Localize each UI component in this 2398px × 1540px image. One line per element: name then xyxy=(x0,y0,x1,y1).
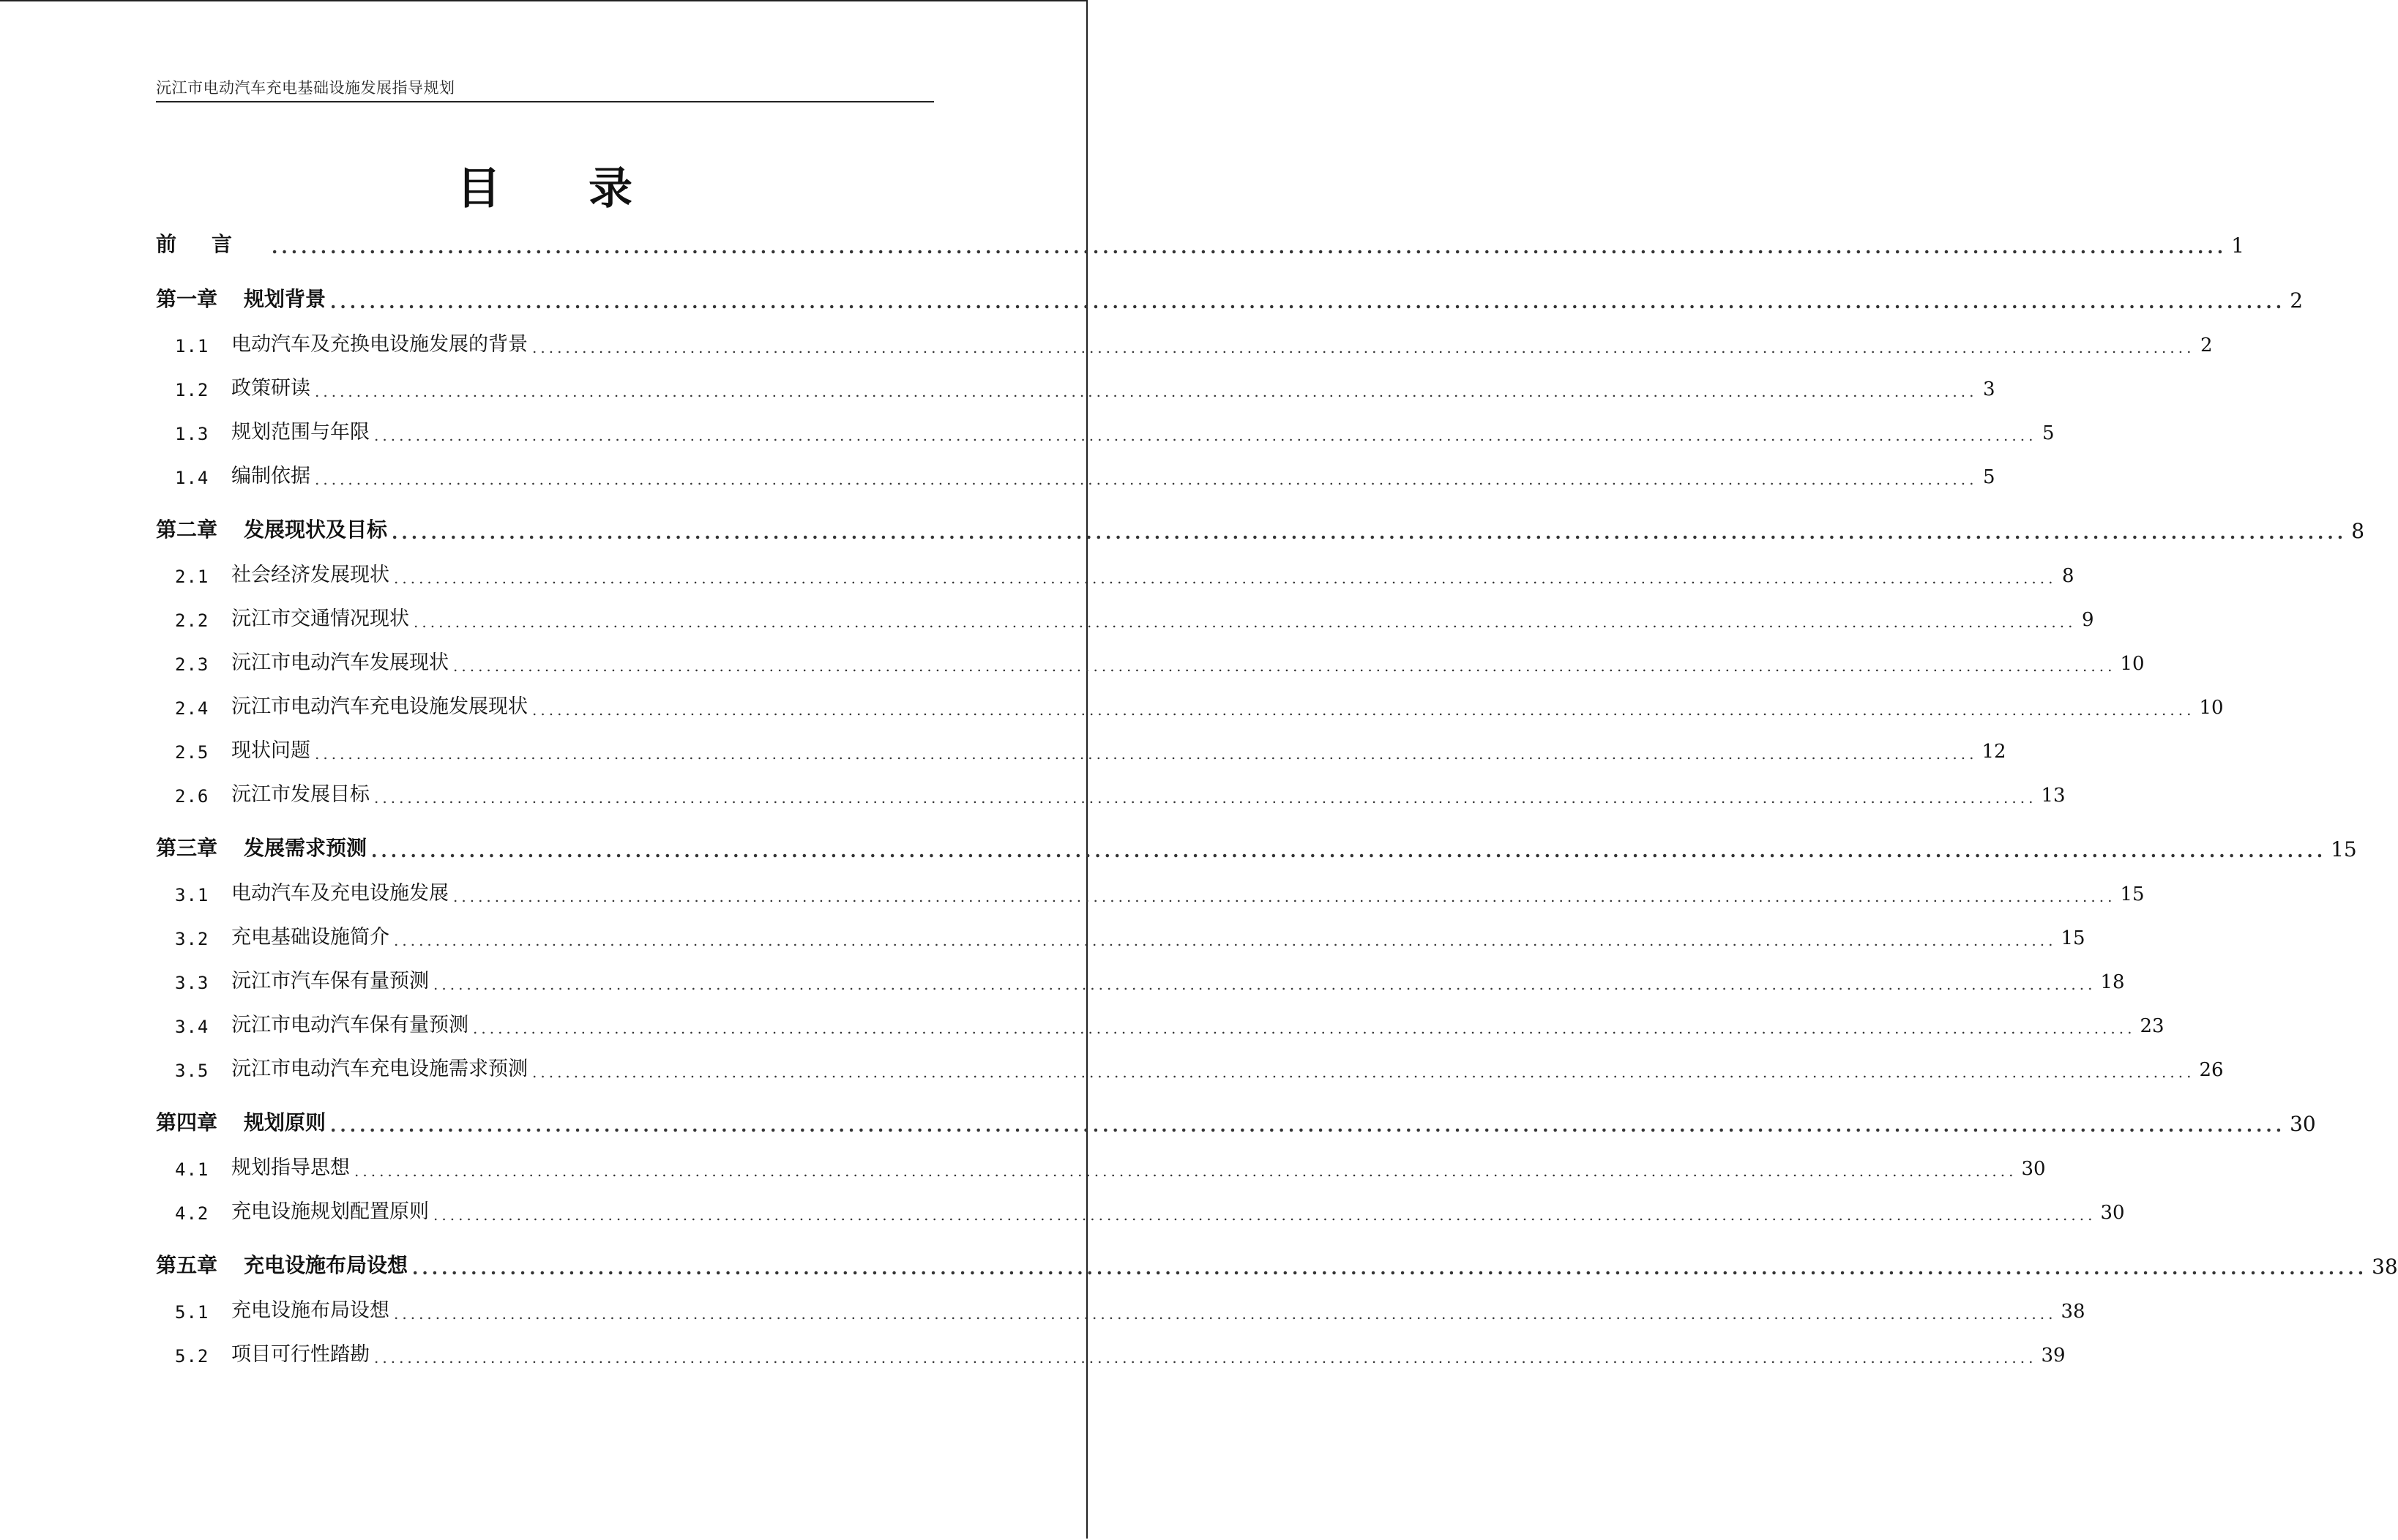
toc-page-number: 2 xyxy=(2290,288,2304,313)
toc-chapter-entry[interactable] xyxy=(156,283,2304,313)
toc-section-entry[interactable] xyxy=(175,876,2145,905)
toc-entry-title: 充电设施布局设想 xyxy=(231,1299,389,1322)
toc-page-number: 12 xyxy=(1981,741,2006,763)
toc-chapter-entry[interactable] xyxy=(156,514,2365,543)
toc-dot-leader: ........................................................................................................................................................................................................ xyxy=(394,1305,2057,1323)
toc-entry-number: 3.4 xyxy=(175,1017,209,1037)
toc-entry-number: 1.4 xyxy=(175,468,209,488)
toc-entry-number: 第一章 xyxy=(156,287,218,311)
toc-dot-leader: ........................................................................................................................................................................................................ xyxy=(473,1020,2136,1037)
toc-page-number: 18 xyxy=(2100,971,2125,993)
toc-section-entry[interactable] xyxy=(175,1293,2085,1323)
toc-section-entry[interactable] xyxy=(175,371,1995,400)
toc-entry-title: 项目可行性踏勘 xyxy=(231,1343,370,1366)
toc-entry-title: 沅江市汽车保有量预测 xyxy=(231,970,429,993)
toc-page-number: 1 xyxy=(2231,233,2245,258)
toc-entry-number: 1.2 xyxy=(175,380,209,400)
toc-entry-number: 4.2 xyxy=(175,1203,209,1224)
toc-dot-leader: ........................................................................................................................................................................................................ xyxy=(374,1349,2037,1367)
header-text: 沅江市电动汽车充电基础设施发展指导规划 xyxy=(156,79,455,97)
toc-entry-title: 规划原则 xyxy=(244,1110,326,1135)
toc-section-entry[interactable] xyxy=(175,646,2145,675)
toc-dot-leader: ........................................................................................................................................................................................................ xyxy=(433,976,2096,993)
toc-dot-leader: ........................................................................................................................................................................................................ xyxy=(330,291,2286,313)
toc-entry-title: 规划背景 xyxy=(244,287,326,311)
toc-page-number: 30 xyxy=(2021,1158,2046,1180)
toc-entry-number: 2.3 xyxy=(175,654,209,675)
toc-dot-leader: ........................................................................................................................................................................................................ xyxy=(394,932,2057,949)
toc-section-entry[interactable] xyxy=(175,964,2125,993)
toc-section-entry[interactable] xyxy=(175,415,2055,444)
toc-page-number: 10 xyxy=(2120,653,2145,675)
toc-page-number: 15 xyxy=(2120,883,2145,905)
toc-section-entry[interactable] xyxy=(175,1052,2224,1081)
toc-dot-leader: ........................................................................................................................................................................................................ xyxy=(374,789,2037,807)
toc-page-number: 13 xyxy=(2041,785,2066,807)
toc-section-entry[interactable] xyxy=(175,1008,2164,1037)
toc-page-number: 38 xyxy=(2372,1255,2398,1279)
toc-entry-number: 3.3 xyxy=(175,973,209,993)
toc-dot-leader: ........................................................................................................................................................................................................ xyxy=(532,1064,2195,1081)
toc-entry-number: 2.4 xyxy=(175,698,209,719)
toc-entry-title: 规划范围与年限 xyxy=(231,421,370,444)
toc-section-entry[interactable] xyxy=(175,777,2066,807)
toc-dot-leader: ........................................................................................................................................................................................................ xyxy=(330,1115,2286,1136)
toc-entry-number: 第五章 xyxy=(156,1253,218,1277)
toc-chapter-entry[interactable] xyxy=(156,1249,2398,1279)
toc-section-entry[interactable] xyxy=(175,558,2074,587)
toc-entry-title: 沅江市交通情况现状 xyxy=(231,608,409,630)
toc-entry-title: 电动汽车及充电设施发展 xyxy=(231,882,449,905)
toc-page-number: 9 xyxy=(2081,609,2094,631)
toc-entry-number: 2.6 xyxy=(175,786,209,807)
toc-dot-leader: ........................................................................................................................................................................................................ xyxy=(354,1162,2017,1180)
toc-page-number: 10 xyxy=(2199,697,2224,719)
toc-entry-title: 沅江市电动汽车充电设施发展现状 xyxy=(231,695,528,718)
toc-entry-number: 3.2 xyxy=(175,929,209,949)
toc-section-entry[interactable] xyxy=(175,920,2085,949)
toc-page-number: 5 xyxy=(2042,422,2055,444)
toc-page-number: 26 xyxy=(2199,1059,2224,1081)
toc-page-number: 23 xyxy=(2140,1015,2164,1037)
toc-section-entry[interactable] xyxy=(175,1195,2125,1224)
toc-entry-number: 2.1 xyxy=(175,567,209,587)
toc-entry-number: 5.2 xyxy=(175,1346,209,1367)
toc-dot-leader: ........................................................................................................................................................................................................ xyxy=(371,840,2327,861)
toc-section-entry[interactable] xyxy=(175,327,2213,356)
toc-page-number: 30 xyxy=(2290,1112,2316,1136)
toc-entry-title: 充电设施规划配置原则 xyxy=(231,1200,429,1223)
toc-entry-title: 发展现状及目标 xyxy=(244,517,388,542)
toc-entry-title: 规划指导思想 xyxy=(231,1156,350,1179)
toc-chapter-entry[interactable] xyxy=(156,832,2357,861)
toc-entry-title: 沅江市电动汽车充电设施需求预测 xyxy=(231,1058,528,1080)
toc-entry-number: 3.5 xyxy=(175,1061,209,1081)
toc-section-entry[interactable] xyxy=(175,1151,2046,1180)
page-title: 目录 xyxy=(457,163,720,214)
toc-dot-leader: ........................................................................................................................................................................................................ xyxy=(374,427,2037,444)
toc-entry-number: 第二章 xyxy=(156,517,218,542)
toc-page-number: 30 xyxy=(2100,1202,2125,1224)
toc-page-number: 5 xyxy=(1982,466,1995,488)
toc-dot-leader: ........................................................................................................................................................................................................ xyxy=(532,339,2195,356)
toc-page-number: 2 xyxy=(2200,334,2213,356)
toc-entry-number: 5.1 xyxy=(175,1302,209,1323)
toc-dot-leader: ........................................................................................................................................................................................................ xyxy=(315,471,1978,488)
toc-entry-title: 沅江市电动汽车发展现状 xyxy=(231,651,449,674)
toc-dot-leader: ........................................................................................................................................................................................................ xyxy=(272,236,2227,258)
toc-section-entry[interactable] xyxy=(175,689,2224,719)
toc-entry-title: 编制依据 xyxy=(231,465,310,487)
toc-dot-leader: ........................................................................................................................................................................................................ xyxy=(532,701,2195,719)
toc-dot-leader: ........................................................................................................................................................................................................ xyxy=(414,613,2077,631)
toc-page-number: 15 xyxy=(2331,837,2357,861)
toc-section-entry[interactable] xyxy=(175,602,2094,631)
toc-page-number: 38 xyxy=(2061,1301,2085,1323)
toc-entry-number: 1.3 xyxy=(175,424,209,444)
toc-entry-number: 第三章 xyxy=(156,836,218,860)
toc-entry-number: 2.2 xyxy=(175,610,209,631)
toc-entry-title: 发展需求预测 xyxy=(244,836,367,860)
toc-entry-title: 现状问题 xyxy=(231,739,310,762)
toc-entry-number: 2.5 xyxy=(175,742,209,763)
toc-dot-leader: ........................................................................................................................................................................................................ xyxy=(453,657,2116,675)
toc-dot-leader: ........................................................................................................................................................................................................ xyxy=(394,569,2057,587)
toc-entry-title: 电动汽车及充换电设施发展的背景 xyxy=(231,333,528,356)
toc-entry-number: 4.1 xyxy=(175,1159,209,1180)
toc-entry-title: 前言 xyxy=(156,232,268,256)
toc-dot-leader: ........................................................................................................................................................................................................ xyxy=(433,1206,2096,1224)
toc-dot-leader: ........................................................................................................................................................................................................ xyxy=(412,1257,2368,1279)
toc-section-entry[interactable] xyxy=(175,733,2006,763)
toc-chapter-entry[interactable] xyxy=(156,228,2245,258)
toc-dot-leader: ........................................................................................................................................................................................................ xyxy=(315,383,1978,400)
toc-page-number: 8 xyxy=(2061,565,2074,587)
toc-page-number: 15 xyxy=(2061,927,2085,949)
toc-section-entry[interactable] xyxy=(175,459,1995,488)
toc-entry-title: 充电基础设施简介 xyxy=(231,926,389,949)
toc-dot-leader: ........................................................................................................................................................................................................ xyxy=(453,888,2116,905)
toc-entry-title: 政策研读 xyxy=(231,377,310,400)
running-header xyxy=(156,76,934,102)
toc-entry-title: 充电设施布局设想 xyxy=(244,1253,408,1277)
toc-page-number: 3 xyxy=(1982,378,1995,400)
toc-dot-leader: ........................................................................................................................................................................................................ xyxy=(315,745,1978,763)
toc-entry-title: 沅江市发展目标 xyxy=(231,783,370,806)
toc-entry-title: 沅江市电动汽车保有量预测 xyxy=(231,1014,468,1036)
toc-page-number: 39 xyxy=(2041,1345,2066,1367)
toc-entry-title: 社会经济发展现状 xyxy=(231,564,389,586)
toc-entry-number: 第四章 xyxy=(156,1110,218,1135)
toc-entry-number: 1.1 xyxy=(175,336,209,356)
toc-dot-leader: ........................................................................................................................................................................................................ xyxy=(392,522,2347,543)
toc-section-entry[interactable] xyxy=(175,1337,2066,1367)
toc-page-number: 8 xyxy=(2351,519,2365,543)
toc-entry-number: 3.1 xyxy=(175,885,209,905)
toc-chapter-entry[interactable] xyxy=(156,1107,2316,1136)
